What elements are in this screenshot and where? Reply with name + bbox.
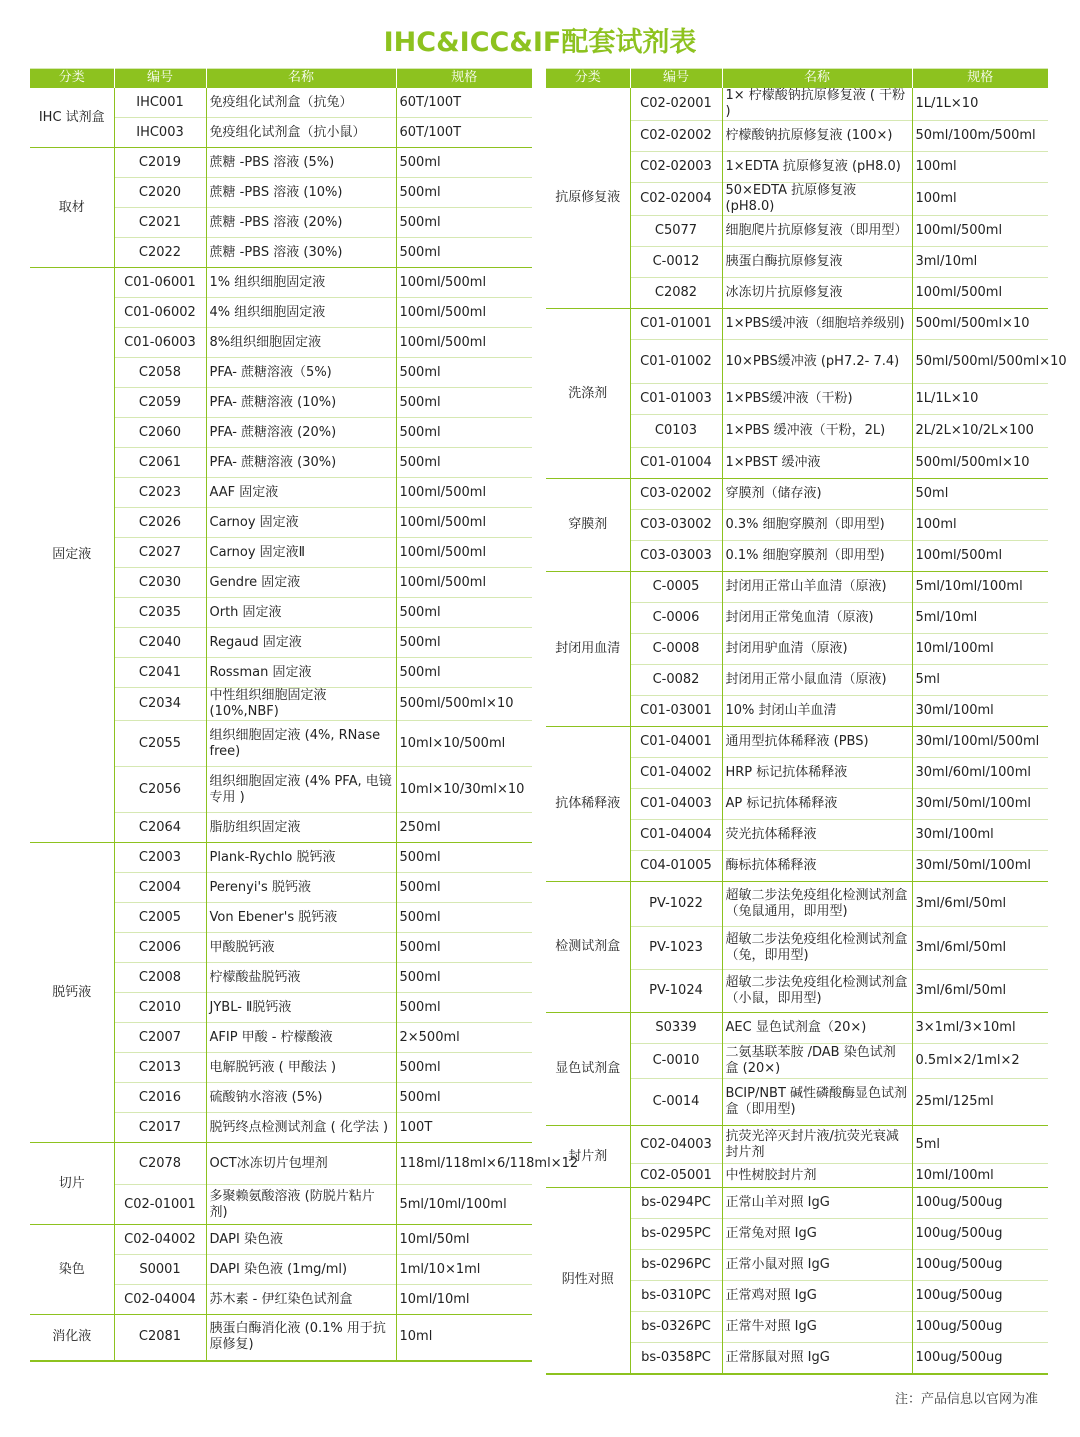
product-spec: 500ml [396,963,532,993]
product-name: 1×PBS缓冲液（细胞培养级别) [722,309,912,340]
product-spec: 500ml/500ml×10 [912,309,1048,340]
product-name: 4% 组织细胞固定液 [206,298,396,328]
header-code: 编号 [114,69,206,88]
product-spec: 1L/1L×10 [912,384,1048,415]
product-code: C02-02001 [630,88,722,121]
product-code: C2010 [114,993,206,1023]
product-spec: 100ug/500ug [912,1343,1048,1374]
product-name: 二氨基联苯胺 /DAB 染色试剂盒 (20×) [722,1044,912,1079]
category-cell: 检测试剂盒 [546,882,630,1013]
product-spec: 3ml/6ml/50ml [912,927,1048,970]
product-spec: 50ml [912,479,1048,510]
table-row [546,309,1048,340]
category-cell: 封片剂 [546,1126,630,1188]
product-spec: 10ml/100ml [912,634,1048,665]
product-spec: 100T [396,1113,532,1143]
category-cell: 消化液 [30,1315,114,1361]
product-name: Plank-Rychlo 脱钙液 [206,843,396,873]
product-code: IHC001 [114,88,206,118]
product-code: C2021 [114,208,206,238]
category-cell: 抗体稀释液 [546,727,630,882]
product-code: PV-1024 [630,970,722,1013]
product-name: 1×EDTA 抗原修复液 (pH8.0) [722,152,912,183]
product-name: HRP 标记抗体稀释液 [722,758,912,789]
product-spec: 2×500ml [396,1023,532,1053]
product-spec: 100ml/500ml [396,568,532,598]
product-name: 正常小鼠对照 IgG [722,1250,912,1281]
product-code: C03-03002 [630,510,722,541]
product-code: C-0005 [630,572,722,603]
product-spec: 500ml [396,208,532,238]
product-code: C02-05001 [630,1164,722,1188]
header-code: 编号 [630,69,722,88]
product-code: C2035 [114,598,206,628]
category-cell: 洗涤剂 [546,309,630,479]
product-name: 0.3% 细胞穿膜剂（即用型) [722,510,912,541]
product-spec: 500ml [396,993,532,1023]
product-code: C-0008 [630,634,722,665]
product-spec: 100ml [912,510,1048,541]
product-code: C2055 [114,721,206,767]
product-name: BCIP/NBT 碱性磷酸酶显色试剂盒（即用型) [722,1079,912,1126]
product-spec: 100ml [912,183,1048,216]
product-name: PFA- 蔗糖溶液 (10%) [206,388,396,418]
header-name: 名称 [722,69,912,88]
product-spec: 500ml [396,843,532,873]
product-spec: 30ml/60ml/100ml [912,758,1048,789]
product-name: 1×PBST 缓冲液 [722,448,912,479]
table-row [546,1013,1048,1044]
product-spec: 60T/100T [396,88,532,118]
table-row [546,882,1048,927]
product-code: bs-0296PC [630,1250,722,1281]
product-spec: 500ml [396,448,532,478]
product-code: C2041 [114,658,206,688]
product-spec: 10ml/100ml [912,1164,1048,1188]
product-code: C2060 [114,418,206,448]
product-name: 超敏二步法免疫组化检测试剂盒（小鼠，即用型) [722,970,912,1013]
table-row [30,1225,532,1255]
left-reagent-table [30,68,579,1362]
product-name: AP 标记抗体稀释液 [722,789,912,820]
product-spec: 100ug/500ug [912,1219,1048,1250]
product-name: 封闭用正常小鼠血清（原液) [722,665,912,696]
product-name: 超敏二步法免疫组化检测试剂盒（兔，即用型) [722,927,912,970]
product-name: 抗荧光淬灭封片液/抗荧光衰减封片剂 [722,1126,912,1164]
product-spec: 500ml/500ml×10 [396,688,532,721]
product-code: C2040 [114,628,206,658]
category-cell: 封闭用血清 [546,572,630,727]
product-name: PFA- 蔗糖溶液（5%) [206,358,396,388]
product-code: bs-0358PC [630,1343,722,1374]
table-row [546,727,1048,758]
product-spec: 10ml×10/500ml [396,721,532,767]
product-code: PV-1022 [630,882,722,927]
product-spec: 10ml/50ml [396,1225,532,1255]
table-row [546,479,1048,510]
product-spec: 30ml/100ml [912,696,1048,727]
product-code: C2004 [114,873,206,903]
footnote: 注：产品信息以官网为准 [894,1392,1038,1407]
table-row [30,1143,532,1185]
product-name: 硫酸钠水溶液 (5%) [206,1083,396,1113]
product-code: C04-01005 [630,851,722,882]
product-name: 1% 组织细胞固定液 [206,268,396,298]
table-row [30,88,532,118]
category-cell: 穿膜剂 [546,479,630,572]
product-spec: 60T/100T [396,118,532,148]
product-name: 组织细胞固定液 (4%, RNase free) [206,721,396,767]
header-category: 分类 [546,69,630,88]
page-title: IHC&ICC&IF配套试剂表 [383,27,697,58]
product-name: Regaud 固定液 [206,628,396,658]
product-spec: 2L/2L×10/2L×100 [912,415,1048,448]
product-name: 组织细胞固定液 (4% PFA, 电镜专用 ) [206,767,396,813]
product-code: C2007 [114,1023,206,1053]
product-name: 柠檬酸盐脱钙液 [206,963,396,993]
product-spec: 500ml [396,628,532,658]
product-spec: 500ml/500ml×10 [912,448,1048,479]
product-spec: 100ml/500ml [912,278,1048,309]
product-spec: 250ml [396,813,532,843]
product-code: C2056 [114,767,206,813]
right-header-row [546,69,1048,88]
product-code: C2013 [114,1053,206,1083]
product-spec: 500ml [396,238,532,268]
product-code: C2017 [114,1113,206,1143]
product-spec: 500ml [396,388,532,418]
product-name: 中性树胶封片剂 [722,1164,912,1188]
product-name: 正常豚鼠对照 IgG [722,1343,912,1374]
product-spec: 30ml/50ml/100ml [912,789,1048,820]
table-row [30,1315,532,1361]
category-cell: 脱钙液 [30,843,114,1143]
product-name: PFA- 蔗糖溶液 (20%) [206,418,396,448]
product-spec: 100ug/500ug [912,1312,1048,1343]
product-spec: 100ug/500ug [912,1281,1048,1312]
product-name: Carnoy 固定液 [206,508,396,538]
table-row [546,1126,1048,1164]
product-name: 超敏二步法免疫组化检测试剂盒（兔鼠通用，即用型) [722,882,912,927]
product-code: bs-0310PC [630,1281,722,1312]
product-code: C02-02003 [630,152,722,183]
category-cell: 阴性对照 [546,1188,630,1374]
product-code: C2023 [114,478,206,508]
header-spec: 规格 [912,69,1048,88]
category-cell: IHC 试剂盒 [30,88,114,148]
product-spec: 500ml [396,178,532,208]
product-name: Von Ebener's 脱钙液 [206,903,396,933]
product-name: PFA- 蔗糖溶液 (30%) [206,448,396,478]
category-cell: 固定液 [30,268,114,843]
product-spec: 100ml/500ml [396,328,532,358]
product-name: 胰蛋白酶消化液 (0.1% 用于抗原修复) [206,1315,396,1361]
product-code: C01-01003 [630,384,722,415]
product-spec: 3ml/6ml/50ml [912,882,1048,927]
product-spec: 50ml/100m/500ml [912,121,1048,152]
product-code: C01-04001 [630,727,722,758]
product-spec: 100ml [912,152,1048,183]
product-name: 封闭用正常山羊血清（原液) [722,572,912,603]
product-code: C03-02002 [630,479,722,510]
category-cell: 取材 [30,148,114,268]
product-code: bs-0326PC [630,1312,722,1343]
product-code: C2019 [114,148,206,178]
product-spec: 100ml/500ml [396,298,532,328]
product-name: 柠檬酸钠抗原修复液 (100×) [722,121,912,152]
product-name: 穿膜剂（储存液) [722,479,912,510]
product-name: 封闭用正常兔血清（原液) [722,603,912,634]
product-spec: 5ml [912,665,1048,696]
product-code: S0001 [114,1255,206,1285]
product-code: C-0006 [630,603,722,634]
category-cell: 染色 [30,1225,114,1315]
product-name: AEC 显色试剂盒（20×) [722,1013,912,1044]
product-spec: 3ml/10ml [912,247,1048,278]
product-name: AFIP 甲酸 - 柠檬酸液 [206,1023,396,1053]
left-header-row [30,69,532,88]
product-spec: 100ml/500ml [912,541,1048,572]
product-name: 中性组织细胞固定液 (10%,NBF) [206,688,396,721]
product-code: C5077 [630,216,722,247]
product-name: 正常牛对照 IgG [722,1312,912,1343]
product-code: C01-06002 [114,298,206,328]
category-cell: 抗原修复液 [546,88,630,309]
product-code: C01-06001 [114,268,206,298]
product-spec: 10ml/10ml [396,1285,532,1315]
product-name: 正常鸡对照 IgG [722,1281,912,1312]
product-spec: 5ml/10ml [912,603,1048,634]
product-name: 免疫组化试剂盒（抗小鼠） [206,118,396,148]
product-code: C-0014 [630,1079,722,1126]
product-name: Gendre 固定液 [206,568,396,598]
product-name: 正常兔对照 IgG [722,1219,912,1250]
header-name: 名称 [206,69,396,88]
product-code: IHC003 [114,118,206,148]
product-name: 10% 封闭山羊血清 [722,696,912,727]
table-row [546,1188,1048,1219]
product-code: C2020 [114,178,206,208]
product-code: C01-04004 [630,820,722,851]
product-name: 细胞爬片抗原修复液（即用型） [722,216,912,247]
product-spec: 5ml/10ml/100ml [396,1185,532,1225]
product-spec: 3×1ml/3×10ml [912,1013,1048,1044]
product-name: 胰蛋白酶抗原修复液 [722,247,912,278]
product-name: 冰冻切片抗原修复液 [722,278,912,309]
product-name: 通用型抗体稀释液 (PBS) [722,727,912,758]
product-spec: 100ml/500ml [396,508,532,538]
product-spec: 118ml/118ml×6/118ml×12 [396,1143,532,1185]
product-code: C02-04003 [630,1126,722,1164]
product-name: 甲酸脱钙液 [206,933,396,963]
product-code: C2064 [114,813,206,843]
product-code: C01-01001 [630,309,722,340]
product-spec: 500ml [396,418,532,448]
product-name: Rossman 固定液 [206,658,396,688]
product-spec: 30ml/100ml/500ml [912,727,1048,758]
product-name: 荧光抗体稀释液 [722,820,912,851]
product-code: C02-01001 [114,1185,206,1225]
product-name: 电解脱钙液 ( 甲酸法 ) [206,1053,396,1083]
product-spec: 100ml/500ml [912,216,1048,247]
product-code: C2034 [114,688,206,721]
product-name: DAPI 染色液 [206,1225,396,1255]
product-spec: 5ml/10ml/100ml [912,572,1048,603]
table-row [30,148,532,178]
product-code: C2022 [114,238,206,268]
product-code: C2006 [114,933,206,963]
product-spec: 10ml×10/30ml×10 [396,767,532,813]
product-code: bs-0294PC [630,1188,722,1219]
product-name: 脱钙终点检测试剂盒 ( 化学法 ) [206,1113,396,1143]
product-spec: 500ml [396,873,532,903]
product-code: C2082 [630,278,722,309]
product-code: C01-04002 [630,758,722,789]
product-name: Perenyi's 脱钙液 [206,873,396,903]
product-spec: 50ml/500ml/500ml×10 [912,340,1048,384]
category-cell: 切片 [30,1143,114,1225]
product-spec: 500ml [396,658,532,688]
product-code: C2008 [114,963,206,993]
product-spec: 500ml [396,903,532,933]
product-code: C2026 [114,508,206,538]
product-code: C2016 [114,1083,206,1113]
product-code: C01-04003 [630,789,722,820]
category-cell: 显色试剂盒 [546,1013,630,1126]
product-code: C01-03001 [630,696,722,727]
product-name: OCT冰冻切片包埋剂 [206,1143,396,1185]
product-code: C-0010 [630,1044,722,1079]
product-code: C2027 [114,538,206,568]
product-name: 10×PBS缓冲液 (pH7.2- 7.4) [722,340,912,384]
product-spec: 3ml/6ml/50ml [912,970,1048,1013]
product-spec: 30ml/50ml/100ml [912,851,1048,882]
product-code: C2061 [114,448,206,478]
product-code: C01-06003 [114,328,206,358]
header-spec: 规格 [396,69,532,88]
product-name: 蔗糖 -PBS 溶液 (5%) [206,148,396,178]
product-code: C2059 [114,388,206,418]
table-row [30,843,532,873]
product-spec: 100ml/500ml [396,268,532,298]
product-name: Orth 固定液 [206,598,396,628]
product-code: C01-01004 [630,448,722,479]
product-code: C0103 [630,415,722,448]
product-name: 蔗糖 -PBS 溶液 (10%) [206,178,396,208]
product-spec: 100ug/500ug [912,1250,1048,1281]
product-spec: 500ml [396,598,532,628]
product-spec: 5ml [912,1126,1048,1164]
product-code: PV-1023 [630,927,722,970]
product-code: C02-04002 [114,1225,206,1255]
product-name: JYBL- Ⅱ脱钙液 [206,993,396,1023]
product-code: C-0012 [630,247,722,278]
product-code: C02-04004 [114,1285,206,1315]
product-code: S0339 [630,1013,722,1044]
product-name: 蔗糖 -PBS 溶液 (30%) [206,238,396,268]
table-row [546,88,1048,121]
product-name: DAPI 染色液 (1mg/ml) [206,1255,396,1285]
product-name: 正常山羊对照 IgG [722,1188,912,1219]
product-name: 多聚赖氨酸溶液 (防脱片粘片剂) [206,1185,396,1225]
product-spec: 500ml [396,1083,532,1113]
product-spec: 100ml/500ml [396,538,532,568]
product-name: 50×EDTA 抗原修复液 (pH8.0) [722,183,912,216]
product-spec: 500ml [396,148,532,178]
product-code: C-0082 [630,665,722,696]
product-spec: 1L/1L×10 [912,88,1048,121]
product-name: 脂肪组织固定液 [206,813,396,843]
product-code: C2078 [114,1143,206,1185]
product-spec: 500ml [396,1053,532,1083]
product-name: 0.1% 细胞穿膜剂（即用型) [722,541,912,572]
product-code: C02-02004 [630,183,722,216]
product-spec: 25ml/125ml [912,1079,1048,1126]
product-spec: 500ml [396,358,532,388]
product-name: 1× 柠檬酸钠抗原修复液 ( 干粉 ) [722,88,912,121]
product-name: 1×PBS 缓冲液（干粉，2L) [722,415,912,448]
product-code: C2058 [114,358,206,388]
product-code: bs-0295PC [630,1219,722,1250]
product-code: C03-03003 [630,541,722,572]
product-spec: 10ml [396,1315,532,1361]
header-category: 分类 [30,69,114,88]
product-spec: 30ml/100ml [912,820,1048,851]
product-name: 封闭用驴血清（原液) [722,634,912,665]
product-code: C01-01002 [630,340,722,384]
product-name: 1×PBS缓冲液（干粉) [722,384,912,415]
product-code: C2030 [114,568,206,598]
product-name: Carnoy 固定液Ⅱ [206,538,396,568]
product-code: C2003 [114,843,206,873]
product-name: 苏木素 - 伊红染色试剂盒 [206,1285,396,1315]
product-spec: 0.5ml×2/1ml×2 [912,1044,1048,1079]
product-spec: 1ml/10×1ml [396,1255,532,1285]
product-name: AAF 固定液 [206,478,396,508]
product-spec: 100ug/500ug [912,1188,1048,1219]
product-name: 免疫组化试剂盒（抗兔） [206,88,396,118]
product-name: 蔗糖 -PBS 溶液 (20%) [206,208,396,238]
product-code: C02-02002 [630,121,722,152]
right-reagent-table [546,68,1067,1375]
product-code: C2005 [114,903,206,933]
product-name: 8%组织细胞固定液 [206,328,396,358]
product-name: 酶标抗体稀释液 [722,851,912,882]
product-code: C2081 [114,1315,206,1361]
table-row [30,268,532,298]
table-row [546,572,1048,603]
product-spec: 100ml/500ml [396,478,532,508]
product-spec: 500ml [396,933,532,963]
